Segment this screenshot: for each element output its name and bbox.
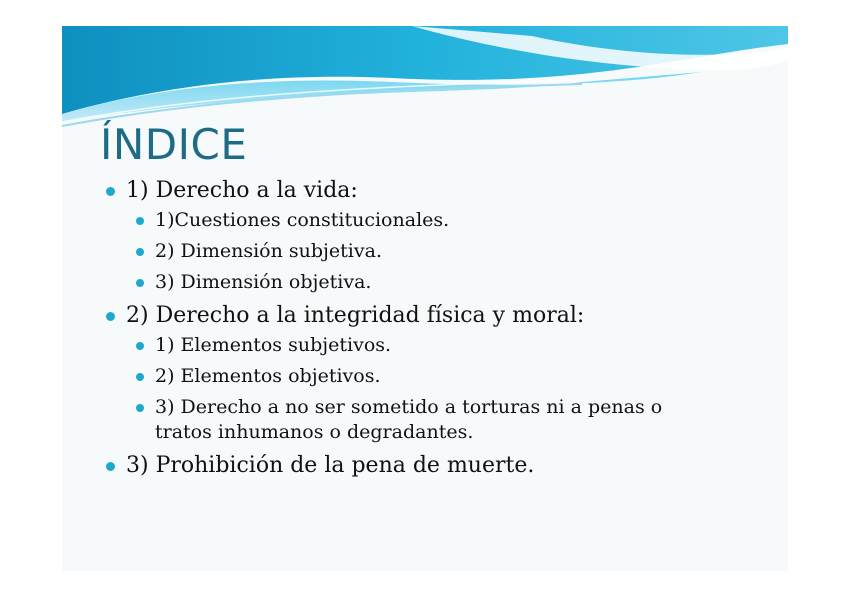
sub-item-label: 2) Elementos objetivos. xyxy=(155,365,381,387)
bullet-icon xyxy=(136,404,144,412)
bullet-icon xyxy=(106,187,115,196)
bullet-icon xyxy=(136,248,144,256)
sub-item-label: 1) Elementos subjetivos. xyxy=(155,334,392,356)
sub-item-label: 3) Dimensión objetiva. xyxy=(155,271,372,293)
bullet-icon xyxy=(136,217,144,225)
list-item xyxy=(62,176,762,295)
sub-item-label: 1)Cuestiones constitucionales. xyxy=(155,209,450,231)
sub-list-item xyxy=(126,364,762,389)
sub-item-label: 3) Derecho a no ser sometido a torturas ni a penas o xyxy=(155,396,663,418)
sub-list-item xyxy=(126,239,762,264)
bullet-icon xyxy=(136,279,144,287)
slide-title: ÍNDICE xyxy=(100,120,248,169)
sub-list xyxy=(126,208,762,295)
list-item xyxy=(62,451,762,481)
bullet-icon xyxy=(106,312,115,321)
list-item-label: 2) Derecho a la integridad física y moral: xyxy=(126,303,585,328)
list-item-label: 1) Derecho a la vida: xyxy=(126,178,358,203)
sub-item-label: 2) Dimensión subjetiva. xyxy=(155,240,382,262)
sub-list-item xyxy=(126,208,762,233)
bullet-icon xyxy=(136,373,144,381)
sub-list-item xyxy=(126,333,762,358)
index-list xyxy=(62,176,762,484)
list-item-label: 3) Prohibición de la pena de muerte. xyxy=(126,453,535,478)
sub-list xyxy=(126,333,762,445)
slide xyxy=(62,26,788,571)
list-item xyxy=(62,301,762,445)
sub-item-label-continued: tratos inhumanos o degradantes. xyxy=(155,421,474,443)
sub-list-item xyxy=(126,395,762,445)
bullet-icon xyxy=(136,342,144,350)
sub-list-item xyxy=(126,270,762,295)
bullet-icon xyxy=(106,462,115,471)
